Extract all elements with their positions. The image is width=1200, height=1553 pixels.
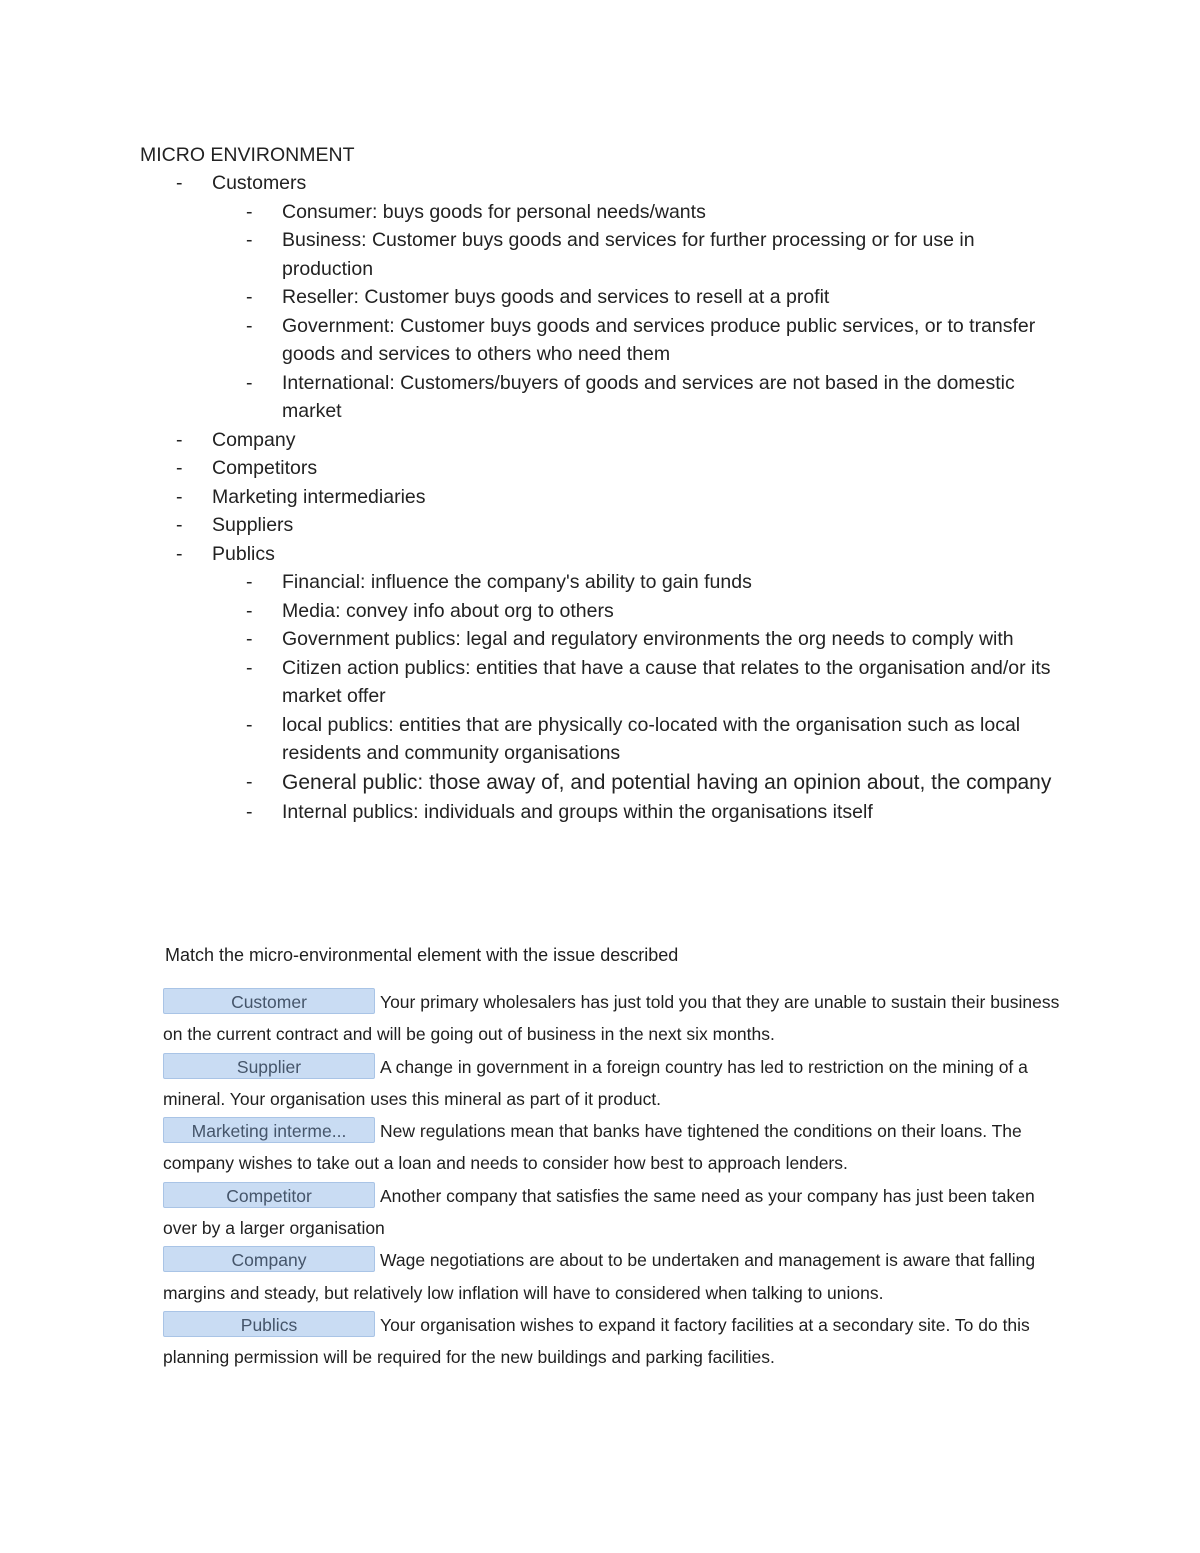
outline-item — [140, 169, 1070, 198]
bullet-dash: - — [246, 371, 253, 394]
answer-dropdown[interactable]: Publics — [163, 1311, 375, 1337]
outline-item-text: Competitors — [212, 457, 318, 479]
answer-dropdown[interactable]: Customer — [163, 988, 375, 1014]
outline-item — [140, 454, 1070, 483]
outline-subitem — [140, 226, 1070, 283]
page-title: MICRO ENVIRONMENT — [140, 144, 355, 166]
bullet-dash: - — [176, 542, 183, 565]
outline-subitem — [140, 283, 1070, 312]
bullet-dash: - — [176, 428, 183, 451]
match-item — [163, 1051, 1063, 1116]
outline-subitem-text: Business: Customer buys goods and services for further processing or for use in production — [282, 229, 975, 280]
issue-text: Your organisation wishes to expand it factory facilities at a secondary site. To do this planning permission will be required for the new buildings and parking facilities. — [163, 1314, 1030, 1368]
bullet-dash: - — [246, 656, 253, 679]
quiz-title: Match the micro-environmental element with the issue described — [165, 945, 679, 965]
matching-quiz — [163, 940, 1063, 1374]
bullet-dash: - — [246, 286, 253, 308]
bullet-dash: - — [246, 770, 253, 793]
outline-subitem-text: Consumer: buys goods for personal needs/wants — [282, 200, 706, 223]
match-item — [163, 1180, 1063, 1245]
issue-text: Another company that satisfies the same need as your company has just been taken over by a larger organisation — [163, 1185, 1035, 1239]
outline-item-text: Suppliers — [212, 514, 294, 536]
outline-subitem — [140, 768, 1070, 798]
bullet-dash: - — [246, 599, 253, 622]
outline-subitem-text: local publics: entities that are physically co-located with the organisation such as local residents and community organisations — [282, 713, 1021, 764]
outline-subitem — [140, 597, 1070, 626]
outline-subitem-text: Government: Customer buys goods and services produce public services, or to transfer goods and services to others who need them — [282, 314, 1036, 365]
outline-item — [140, 426, 1070, 455]
outline-subitem-text: General public: those away of, and potential having an opinion about, the company — [282, 770, 1052, 794]
outline-subitem — [140, 625, 1070, 654]
bullet-dash: - — [176, 485, 183, 508]
outline-subitem-text: Media: convey info about org to others — [282, 599, 614, 622]
bullet-dash: - — [246, 314, 253, 337]
outline-subitem — [140, 198, 1070, 227]
answer-dropdown[interactable]: Marketing interme... — [163, 1117, 375, 1143]
bullet-dash: - — [246, 229, 253, 251]
answer-dropdown[interactable]: Competitor — [163, 1182, 375, 1208]
bullet-dash: - — [246, 713, 253, 736]
bullet-dash: - — [176, 172, 183, 194]
outline-subitem-text: Financial: influence the company's ability to gain funds — [282, 571, 752, 593]
match-item — [163, 1309, 1063, 1374]
match-item — [163, 986, 1063, 1051]
outline-subitem — [140, 654, 1070, 711]
match-item — [163, 1115, 1063, 1180]
outline-subitem — [140, 798, 1070, 827]
issue-text: Wage negotiations are about to be undertaken and management is aware that falling margins and steady, but relatively low inflation will have to considered when talking to unions. — [163, 1250, 1036, 1303]
outline-subitem-text: International: Customers/buyers of goods and services are not based in the domestic market — [282, 371, 1015, 422]
outline-item-text: Publics — [212, 542, 275, 565]
outline-item-text: Company — [212, 428, 296, 451]
issue-text: Your primary wholesalers has just told you that they are unable to sustain their business on the current contract and will be going out of business in the next six months. — [163, 992, 1060, 1045]
outline-item — [140, 511, 1070, 540]
outline-item — [140, 483, 1070, 512]
answer-dropdown[interactable]: Company — [163, 1246, 375, 1272]
outline-subitem-text: Internal publics: individuals and groups within the organisations itself — [282, 800, 873, 823]
outline-item-text: Customers — [212, 172, 307, 194]
outline-subitem-text: Reseller: Customer buys goods and services to resell at a profit — [282, 286, 830, 308]
bullet-dash: - — [246, 571, 253, 593]
outline-subitem — [140, 711, 1070, 768]
outline-subitem-text: Government publics: legal and regulatory environments the org needs to comply with — [282, 628, 1014, 650]
match-item — [163, 1244, 1063, 1309]
outline-subitem-text: Citizen action publics: entities that have a cause that relates to the organisation and/or its market offer — [282, 656, 1051, 707]
bullet-dash: - — [176, 457, 183, 479]
bullet-dash: - — [176, 514, 183, 536]
outline-subitem — [140, 568, 1070, 597]
issue-text: A change in government in a foreign country has led to restriction on the mining of a mineral. Your organisation uses this mineral as part of it product. — [163, 1056, 1028, 1109]
outline-subitem — [140, 369, 1070, 426]
answer-dropdown[interactable]: Supplier — [163, 1053, 375, 1079]
outline-list — [140, 169, 1070, 826]
bullet-dash: - — [246, 800, 253, 823]
outline-item — [140, 540, 1070, 569]
outline-item-text: Marketing intermediaries — [212, 485, 426, 508]
outline-subitem — [140, 312, 1070, 369]
bullet-dash: - — [246, 200, 253, 223]
issue-text: New regulations mean that banks have tightened the conditions on their loans. The company wishes to take out a loan and needs to consider how best to approach lenders. — [163, 1121, 1022, 1174]
bullet-dash: - — [246, 628, 253, 650]
